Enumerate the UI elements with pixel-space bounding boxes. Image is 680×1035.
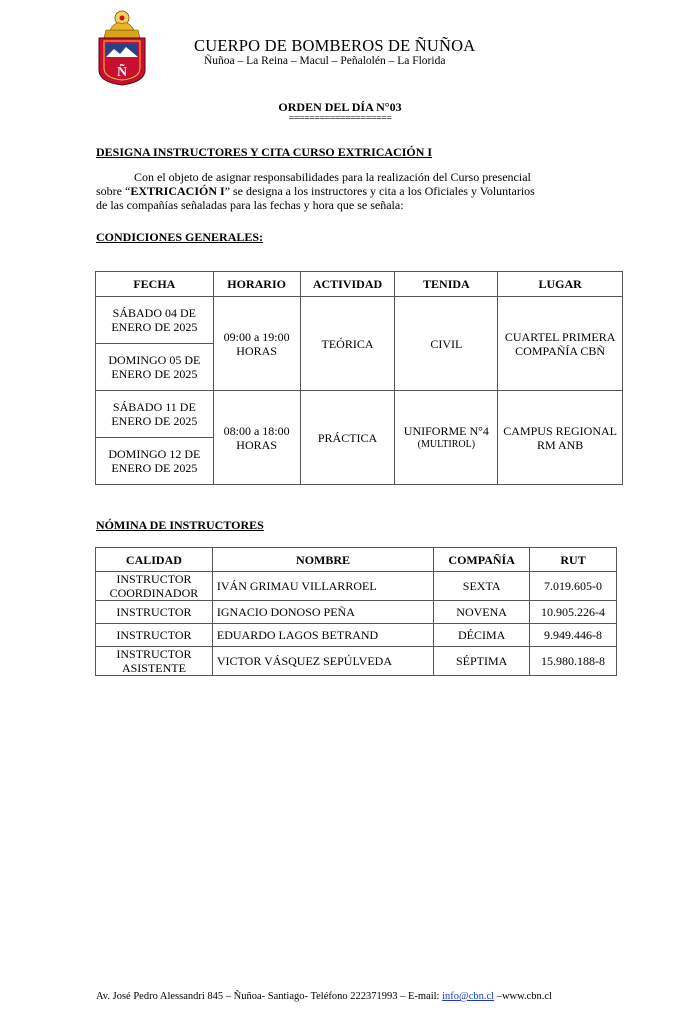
footer-contact [96,991,552,1002]
table-row [96,572,617,601]
schedule-table [95,271,623,485]
col-header-date: FECHA [96,272,214,297]
instructor-role: INSTRUCTOR [96,624,213,647]
logo-letter: Ñ [116,65,128,80]
email-link[interactable]: info@cbn.cl [442,991,495,1002]
instructor-name: VICTOR VÁSQUEZ SEPÚLVEDA [212,647,433,676]
instructor-rut: 10.905.226-4 [530,601,617,624]
footer-address: Av. José Pedro Alessandri 845 – Ñuñoa- Santiago- Teléfono 222371993 – E-mail: [96,991,443,1002]
schedule-date: DOMINGO 05 DE ENERO DE 2025 [96,344,214,391]
instructor-rut: 7.019.605-0 [530,572,617,601]
instructor-rut: 9.949.446-8 [530,624,617,647]
instructors-header-row [96,548,617,572]
schedule-attire: CIVIL [395,297,498,391]
crown-icon [104,11,140,38]
cbn-logo [96,8,148,86]
table-row [96,647,617,676]
col-header-name: NOMBRE [212,548,433,572]
instructor-name: EDUARDO LAGOS BETRAND [212,624,433,647]
attire-name: UNIFORME N°4 [403,423,489,438]
instructor-company: SEXTA [434,572,530,601]
organization-title: CUERPO DE BOMBEROS DE ÑUÑOA [194,36,476,55]
col-header-role: CALIDAD [96,548,213,572]
schedule-date: DOMINGO 12 DE ENERO DE 2025 [96,438,214,485]
col-header-company: COMPAÑÍA [434,548,530,572]
instructor-company: DÉCIMA [434,624,530,647]
instructors-heading: NÓMINA DE INSTRUCTORES [96,518,264,532]
table-row [96,601,617,624]
intro-line-2: sobre “EXTRICACIÓN I” se designa a los instructores y cita a los Oficiales y Voluntarios [96,184,535,198]
conditions-heading: CONDICIONES GENERALES: [96,230,264,244]
instructor-name: IVÁN GRIMAU VILLARROEL [212,572,433,601]
document-subject: DESIGNA INSTRUCTORES Y CITA CURSO EXTRICACIÓN I [96,145,433,159]
schedule-activity: TEÓRICA [300,297,395,391]
instructor-name: IGNACIO DONOSO PEÑA [212,601,433,624]
order-title-rule: ==================== [288,113,392,124]
schedule-time: 09:00 a 19:00 HORAS [213,297,300,391]
footer-web: –www.cbn.cl [494,991,552,1002]
attire-note: (MULTIROL) [417,438,476,450]
intro-paragraph [96,170,593,212]
schedule-activity: PRÁCTICA [300,391,395,485]
instructor-role: INSTRUCTOR ASISTENTE [96,647,213,676]
instructor-company: SÉPTIMA [434,647,530,676]
organization-communes: Ñuñoa – La Reina – Macul – Peñalolén – La Florida [204,55,446,67]
instructor-role: INSTRUCTOR [96,601,213,624]
schedule-place: CAMPUS REGIONAL RM ANB [498,391,623,485]
col-header-rut: RUT [530,548,617,572]
schedule-header-row [96,272,623,297]
schedule-date: SÁBADO 11 DE ENERO DE 2025 [96,391,214,438]
order-title: ORDEN DEL DÍA N°03 [278,100,402,114]
schedule-attire [395,391,498,485]
table-row [96,391,623,438]
intro-line-3: de las compañías señaladas para las fechas y hora que se señala: [96,198,404,212]
table-row [96,624,617,647]
instructors-table [95,547,617,676]
col-header-time: HORARIO [213,272,300,297]
schedule-date: SÁBADO 04 DE ENERO DE 2025 [96,297,214,344]
col-header-place: LUGAR [498,272,623,297]
schedule-place: CUARTEL PRIMERA COMPAÑÍA CBÑ [498,297,623,391]
instructor-rut: 15.980.188-8 [530,647,617,676]
schedule-time: 08:00 a 18:00 HORAS [213,391,300,485]
instructor-role: INSTRUCTOR COORDINADOR [96,572,213,601]
table-row [96,297,623,344]
intro-line-1: Con el objeto de asignar responsabilidades para la realización del Curso presencial [134,170,531,184]
course-name: EXTRICACIÓN I [130,184,225,198]
col-header-attire: TENIDA [395,272,498,297]
instructor-company: NOVENA [434,601,530,624]
col-header-activity: ACTIVIDAD [300,272,395,297]
